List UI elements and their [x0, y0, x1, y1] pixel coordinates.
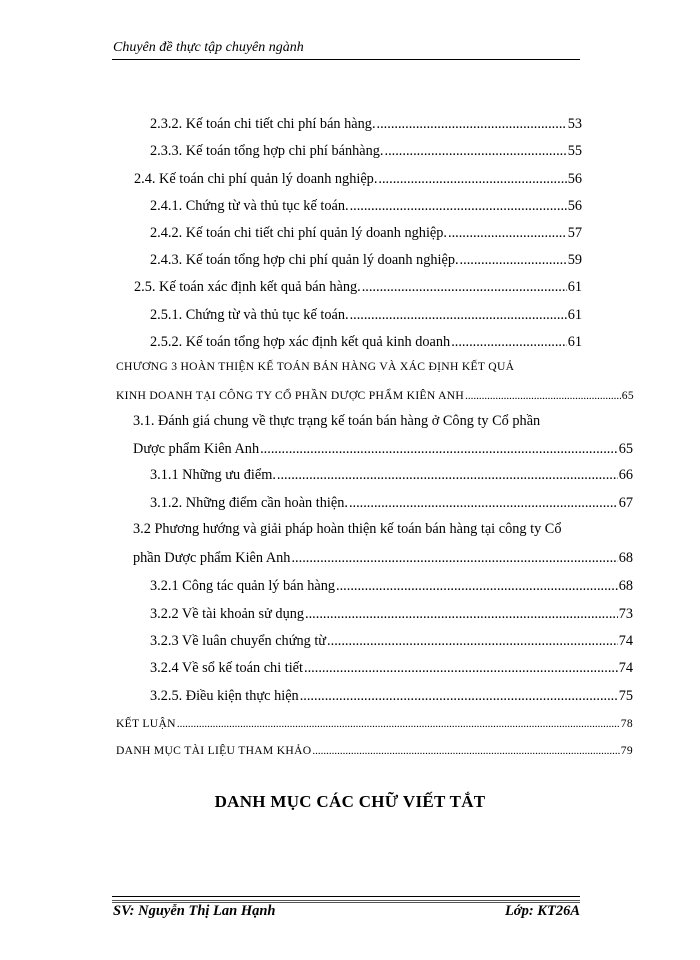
toc-entry	[150, 116, 582, 136]
toc-leader	[327, 633, 618, 650]
toc-entry	[150, 467, 633, 487]
toc-entry	[116, 387, 634, 407]
toc-entry-page: 75	[618, 688, 633, 704]
toc-entry-label: 2.3.2. Kế toán chi tiết chi phí bán hàng.	[150, 116, 376, 132]
toc-entry-page: 61	[567, 279, 582, 295]
toc-leader	[350, 307, 567, 324]
toc-entry-label: 3.2.4 Về sổ kế toán chi tiết	[150, 660, 304, 676]
toc-entry-label: 3.2.2 Về tài khoản sử dụng	[150, 606, 305, 622]
toc-leader	[305, 606, 618, 623]
toc-leader	[362, 279, 567, 296]
toc-entry-page: 78	[620, 717, 633, 730]
page-header: Chuyên đề thực tập chuyên ngành	[113, 40, 304, 55]
toc-entry-label: 3.2 Phương hướng và giải pháp hoàn thiện kế toán bán hàng tại công ty Cổ	[133, 521, 562, 537]
toc-entry	[150, 252, 582, 272]
toc-entry	[116, 715, 633, 735]
toc-entry	[150, 307, 582, 327]
toc-entry	[150, 633, 633, 653]
toc-entry-label: KINH DOANH TẠI CÔNG TY CỔ PHẦN DƯỢC PHẨM KIÊN ANH	[116, 389, 465, 402]
toc-leader	[448, 225, 567, 242]
toc-leader	[277, 467, 618, 484]
toc-entry	[133, 521, 633, 541]
toc-entry-label: KẾT LUẬN	[116, 717, 176, 730]
toc-leader	[304, 660, 618, 677]
toc-entry-label: 2.4.2. Kế toán chi tiết chi phí quản lý doanh nghiệp.	[150, 225, 447, 241]
student-name: SV: Nguyễn Thị Lan Hạnh	[113, 903, 276, 919]
toc-entry	[150, 660, 633, 680]
toc-entry-page: 68	[618, 578, 633, 594]
toc-leader	[260, 441, 618, 458]
toc-entry-label: 2.4. Kế toán chi phí quản lý doanh nghiệp.	[134, 171, 378, 187]
toc-entry	[134, 279, 582, 299]
toc-entry-page: 67	[618, 495, 633, 511]
toc-entry	[133, 413, 633, 433]
toc-entry-page: 61	[567, 307, 582, 323]
toc-leader	[460, 252, 567, 269]
toc-chapter-heading	[116, 360, 582, 380]
toc-entry	[133, 441, 633, 461]
header-rule	[112, 59, 580, 60]
toc-leader	[291, 550, 617, 567]
section-title: DANH MỤC CÁC CHỮ VIẾT TẮT	[214, 792, 486, 811]
toc-entry-page: 59	[567, 252, 582, 268]
toc-leader	[465, 387, 621, 404]
toc-entry-page: 57	[567, 225, 582, 241]
class-code: Lớp: KT26A	[504, 903, 580, 919]
toc-entry	[150, 606, 633, 626]
toc-entry	[150, 495, 633, 515]
toc-entry-page: 53	[567, 116, 582, 132]
toc-entry-label: CHƯƠNG 3 HOÀN THIỆN KẾ TOÁN BÁN HÀNG VÀ XÁC ĐỊNH KẾT QUẢ	[116, 360, 515, 373]
toc-entry-label: 2.5.2. Kế toán tổng hợp xác định kết quả kinh doanh	[150, 334, 451, 350]
toc-entry-page: 56	[567, 171, 582, 187]
toc-entry-label: phần Dược phẩm Kiên Anh	[133, 550, 291, 566]
toc-entry-label: 2.5.1. Chứng từ và thủ tục kế toán.	[150, 307, 349, 323]
toc-entry-label: 3.1.1 Những ưu điểm.	[150, 467, 276, 483]
toc-entry-label: 2.4.1. Chứng từ và thủ tục kế toán.	[150, 198, 349, 214]
toc-entry-label: 2.4.3. Kế toán tổng hợp chi phí quản lý doanh nghiệp.	[150, 252, 459, 268]
toc-leader	[350, 198, 567, 215]
toc-leader	[312, 742, 619, 759]
toc-leader	[451, 334, 567, 351]
toc-entry-page: 65	[618, 441, 633, 457]
toc-entry	[116, 742, 633, 762]
toc-entry-label: 3.2.1 Công tác quản lý bán hàng	[150, 578, 336, 594]
toc-leader	[300, 688, 618, 705]
toc-entry	[134, 171, 582, 191]
toc-entry-page: 74	[618, 660, 633, 676]
toc-entry	[133, 550, 633, 570]
toc-entry-label: 3.2.3 Về luân chuyển chứng từ	[150, 633, 327, 649]
toc-entry	[150, 334, 582, 354]
toc-entry-label: 3.1. Đánh giá chung về thực trạng kế toán bán hàng ở Công ty Cổ phần	[133, 413, 541, 429]
toc-entry-label: DANH MỤC TÀI LIỆU THAM KHẢO	[116, 744, 312, 757]
toc-entry-page: 61	[567, 334, 582, 350]
toc-leader	[177, 715, 620, 732]
toc-entry	[150, 688, 633, 708]
toc-entry-page: 56	[567, 198, 582, 214]
toc-entry	[150, 225, 582, 245]
toc-entry-label: Dược phẩm Kiên Anh	[133, 441, 260, 457]
toc-entry-page: 74	[618, 633, 633, 649]
toc-entry-page: 73	[618, 606, 633, 622]
toc-entry	[150, 578, 633, 598]
toc-leader	[378, 171, 566, 188]
toc-entry-label: 2.5. Kế toán xác định kết quả bán hàng.	[134, 279, 361, 295]
toc-entry	[150, 143, 582, 163]
toc-entry-page: 55	[567, 143, 582, 159]
toc-leader	[349, 495, 618, 512]
toc-entry	[150, 198, 582, 218]
toc-entry-page: 66	[618, 467, 633, 483]
footer-rule	[112, 896, 580, 897]
toc-entry-page: 68	[618, 550, 633, 566]
toc-entry-label: 3.2.5. Điều kiện thực hiện	[150, 688, 299, 704]
toc-leader	[336, 578, 618, 595]
toc-entry-label: 3.1.2. Những điểm cần hoàn thiện.	[150, 495, 348, 511]
toc-entry-label: 2.3.3. Kế toán tổng hợp chi phí bánhàng.	[150, 143, 384, 159]
toc-leader	[385, 143, 567, 160]
toc-entry-page: 65	[621, 389, 634, 402]
toc-entry-page: 79	[620, 744, 633, 757]
toc-leader	[377, 116, 567, 133]
